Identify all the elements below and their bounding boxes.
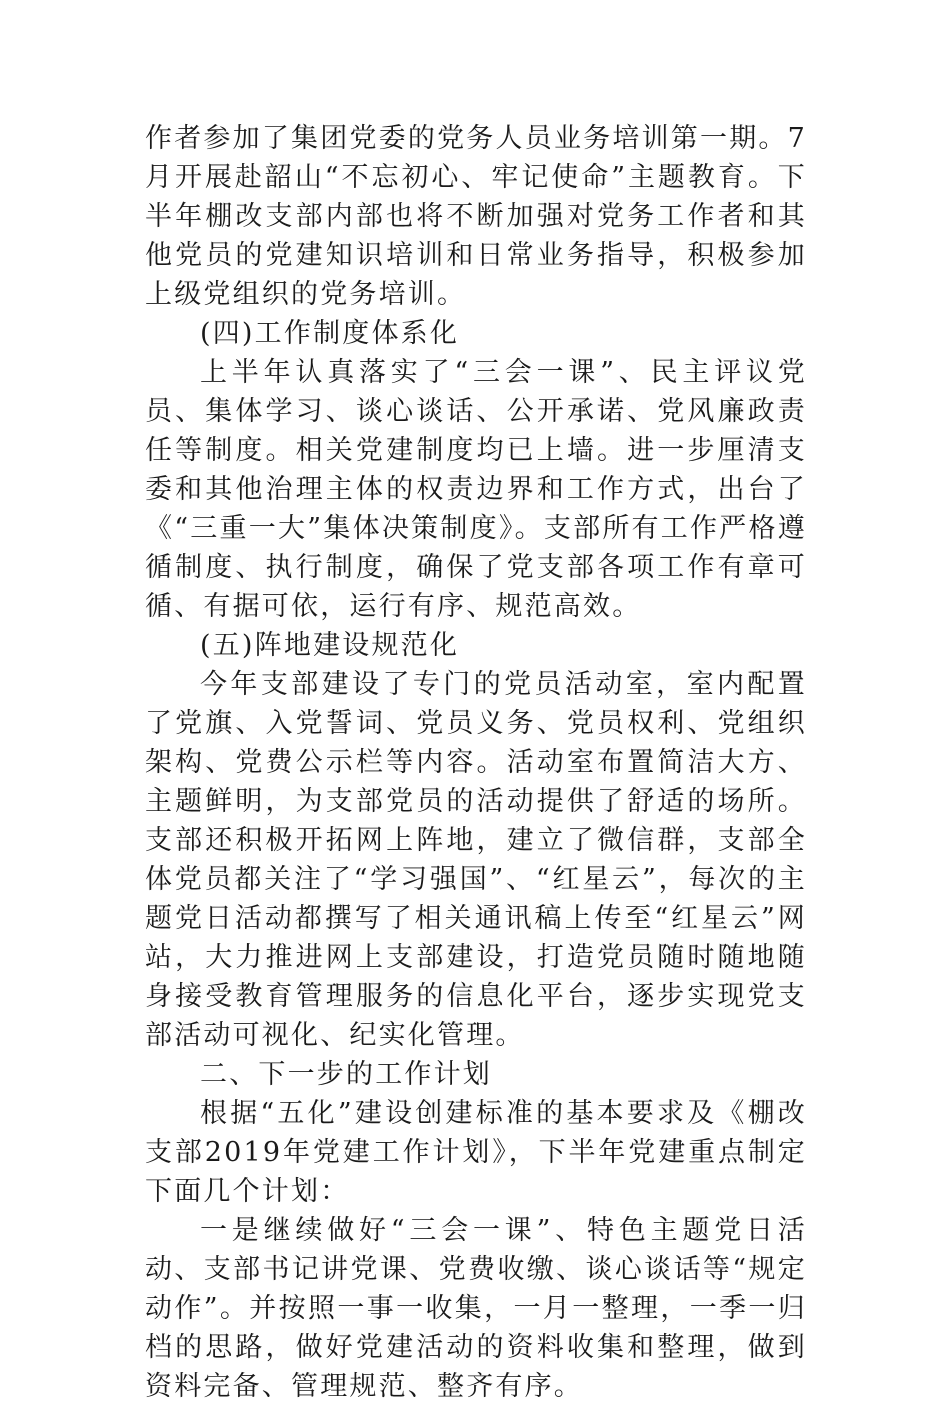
paragraph-activity-room: 今年支部建设了专门的党员活动室，室内配置了党旗、入党誓词、党员义务、党员权利、党组织架构、党费公示栏等内容。活动室布置简洁大方、主题鲜明，为支部党员的活动提供了舒适的场所。支部还积极开拓网上阵地，建立了微信群，支部全体党员都关注了“学习强国”、“红星云”，每次的主题党日活动都撰写了相关通讯稿上传至“红星云”网站，大力推进网上支部建设，打造党员随时随地随身接受教育管理服务的信息化平台，逐步实现党支部活动可视化、纪实化管理。 xyxy=(145,669,807,1051)
document-body xyxy=(145,119,807,1406)
paragraph-plan-basis: 根据“五化”建设创建标准的基本要求及《棚改支部2019年党建工作计划》，下半年党建重点制定下面几个计划： xyxy=(145,1098,807,1207)
heading-position-building: (五)阵地建设规范化 xyxy=(200,630,460,661)
paragraph-plan-one: 一是继续做好“三会一课”、特色主题党日活动、支部书记讲党课、党费收缴、谈心谈话等“规定动作”。并按照一事一收集，一月一整理，一季一归档的思路，做好党建活动的资料收集和整理，做到资料完备、管理规范、整齐有序。 xyxy=(145,1215,807,1402)
paragraph-system-implementation: 上半年认真落实了“三会一课”、民主评议党员、集体学习、谈心谈话、公开承诺、党风廉政责任等制度。相关党建制度均已上墙。进一步厘清支委和其他治理主体的权责边界和工作方式，出台了《“三重一大”集体决策制度》。支部所有工作严格遵循制度、执行制度，确保了党支部各项工作有章可循、有据可依，运行有序、规范高效。 xyxy=(145,357,807,622)
heading-work-system: (四)工作制度体系化 xyxy=(200,318,460,349)
heading-next-plan: 二、下一步的工作计划 xyxy=(200,1059,492,1090)
paragraph-training: 作者参加了集团党委的党务人员业务培训第一期。7月开展赴韶山“不忘初心、牢记使命”主题教育。下半年棚改支部内部也将不断加强对党务工作者和其他党员的党建知识培训和日常业务指导，积极参加上级党组织的党务培训。 xyxy=(145,123,807,310)
